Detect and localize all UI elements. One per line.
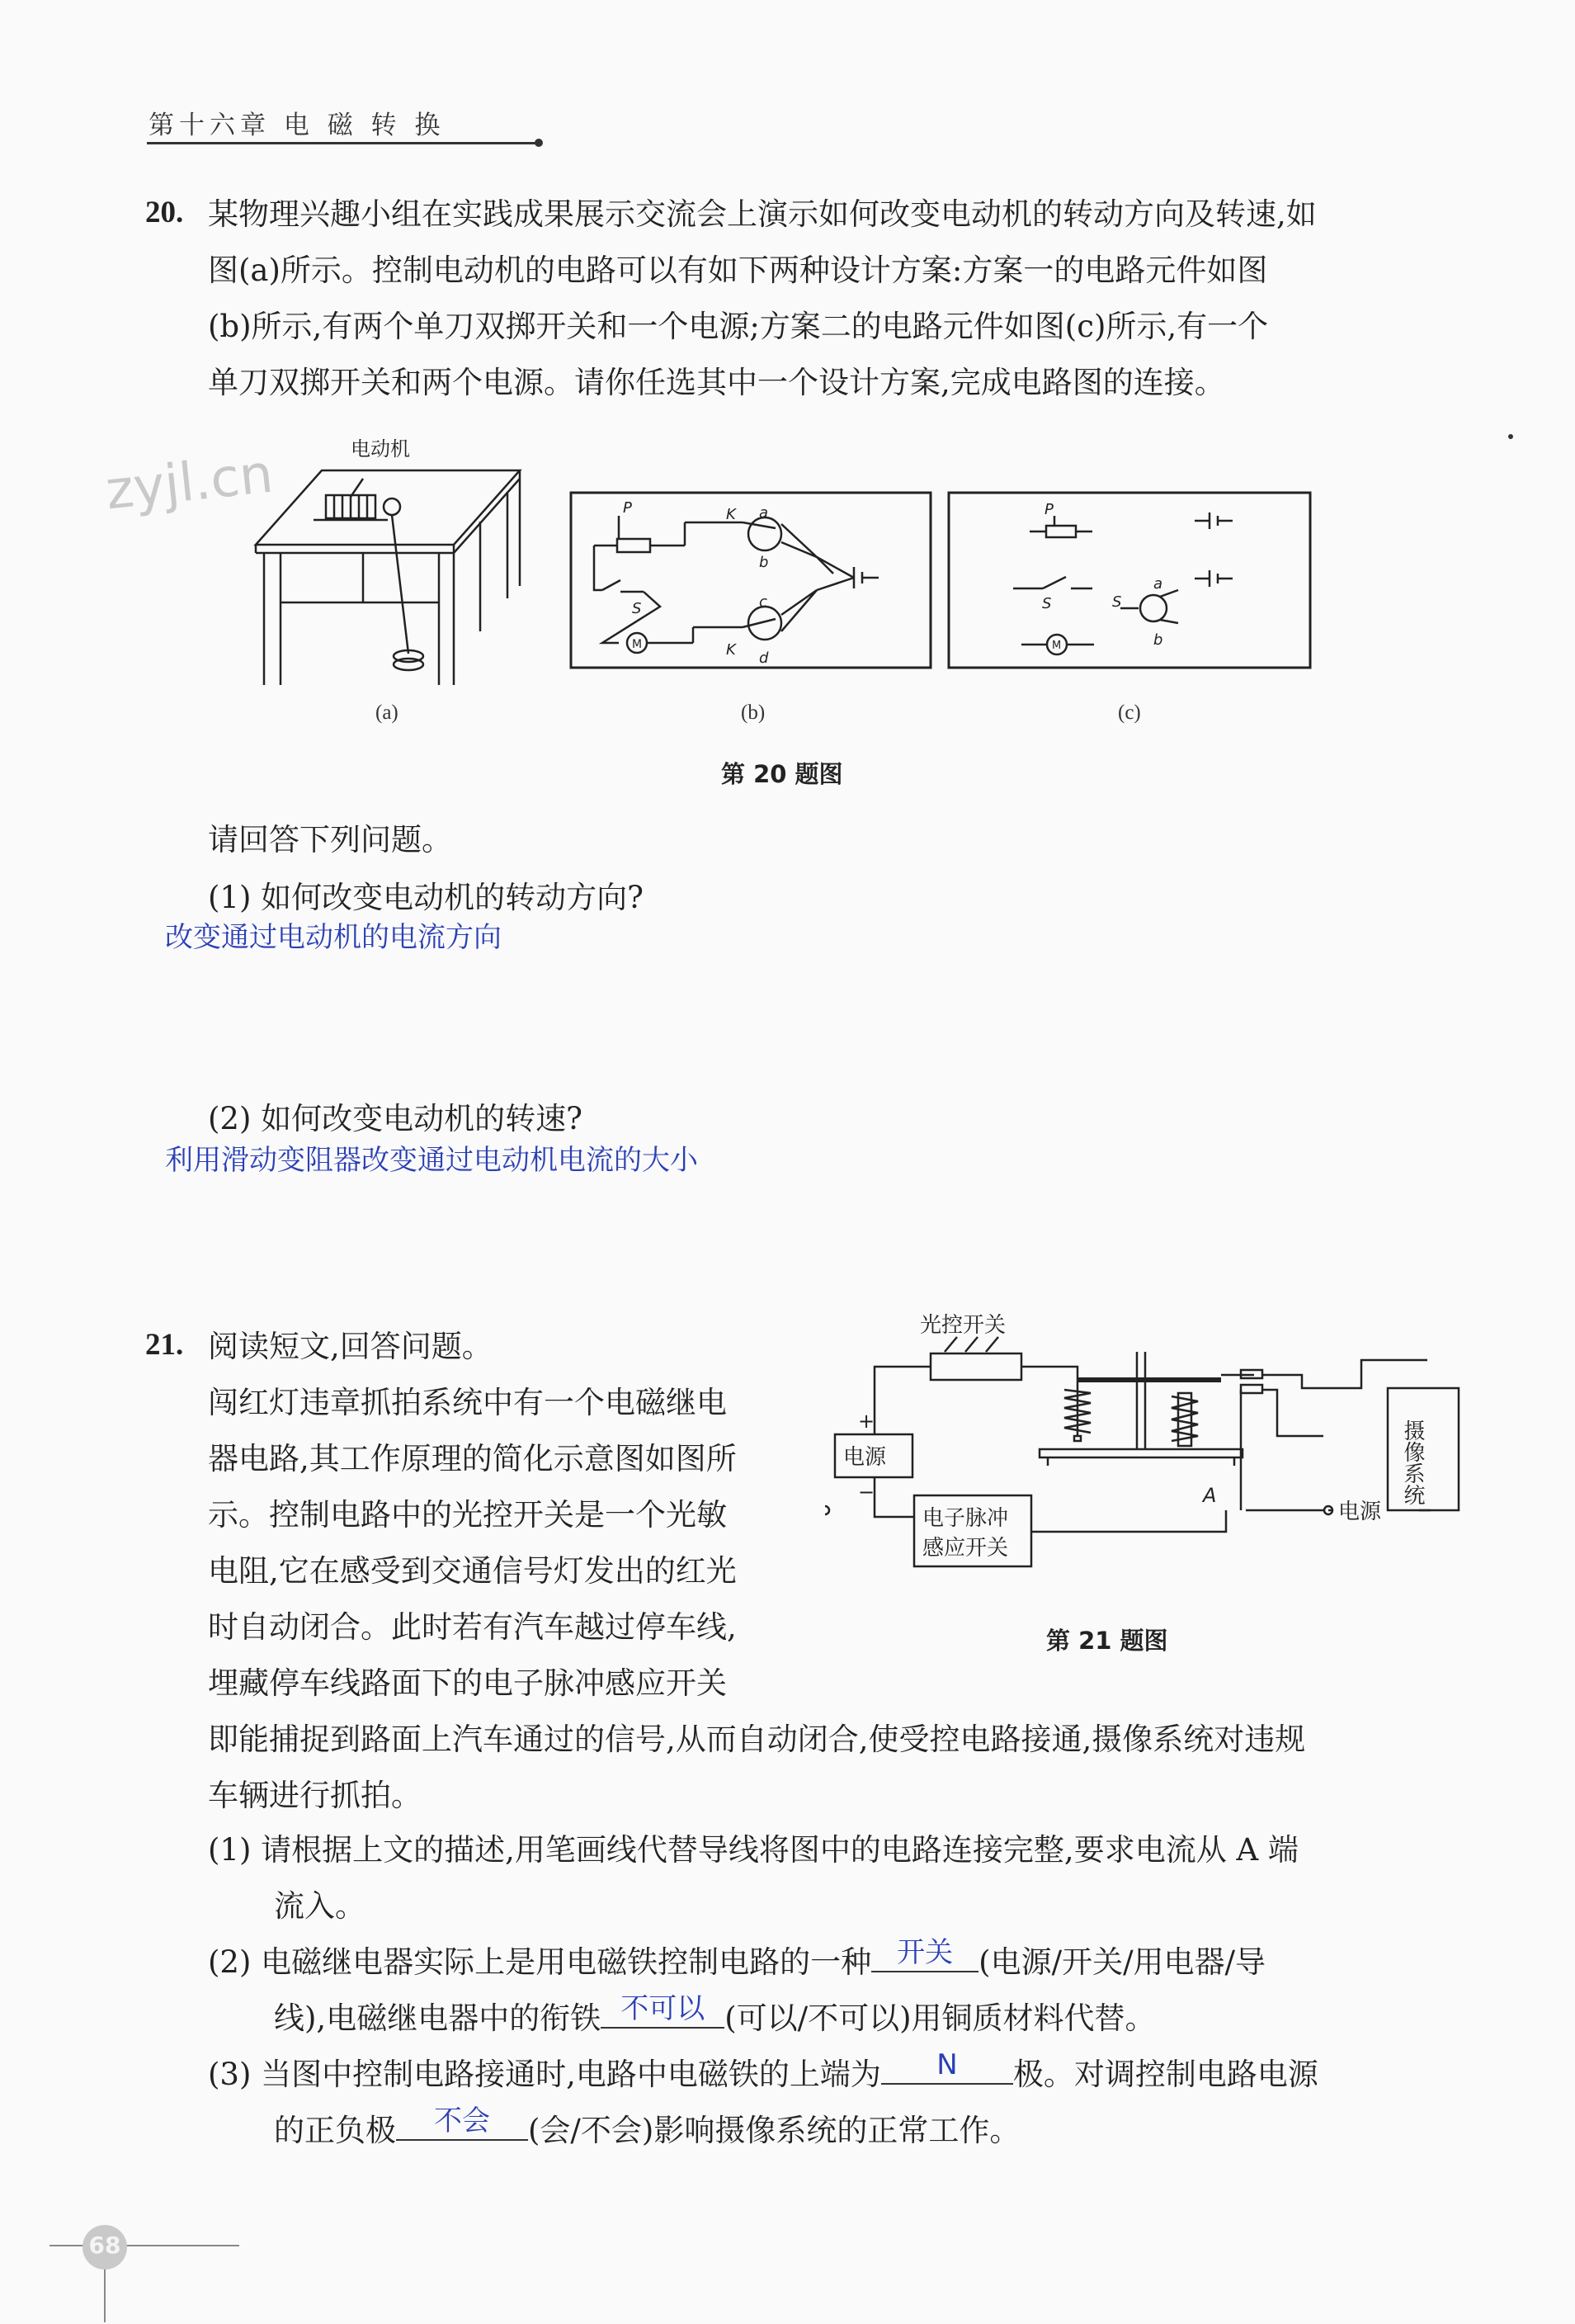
page-number: 68	[88, 2232, 121, 2259]
q21-wrapped-line-6: 埋藏停车线路面下的电子脉冲感应开关	[208, 1665, 727, 1701]
q21-q3-part2: 极。对调控制电路电源	[1012, 2057, 1318, 2092]
q20-answer-2: 利用滑动变阻器改变通过电动机电流的大小	[165, 1144, 698, 1177]
header-dot	[535, 139, 543, 147]
q21-full-text	[208, 1712, 1445, 1824]
figure-c-components	[947, 491, 1312, 673]
q21-q2-part2: (电源/开关/用电器/导	[978, 1944, 1266, 1980]
q21-q3-blank-2	[396, 2106, 528, 2141]
q21-wrapped-line-2: 器电路,其工作原理的简化示意图如图所	[208, 1441, 737, 1476]
camera-label: 摄像系统	[1400, 1419, 1425, 1505]
q21-question-2	[208, 1934, 1462, 2047]
q20-line-3: (b)所示,有两个单刀双掷开关和一个电源;方案二的电路元件如图(c)所示,有一个	[208, 309, 1269, 344]
q21-q3-part3: 的正负极	[274, 2113, 396, 2148]
svg-text:b: b	[1153, 631, 1163, 649]
q21-intro: 阅读短文,回答问题。	[208, 1329, 493, 1364]
figure-a-motor-on-table	[248, 429, 528, 701]
svg-text:P: P	[1044, 501, 1054, 518]
pulse-switch-label-1: 电子脉冲	[922, 1506, 1009, 1531]
sub-label-a: (a)	[375, 701, 398, 724]
q21-full-line-1: 即能捕捉到路面上汽车通过的信号,从而自动闭合,使受控电路接通,摄像系统对违规	[208, 1722, 1306, 1757]
svg-text:S: S	[632, 600, 642, 617]
q21-question-1	[208, 1822, 1445, 1934]
header-rule	[147, 142, 541, 144]
power-label: 电源	[843, 1445, 887, 1470]
plus-sign: +	[858, 1410, 875, 1433]
q21-q3-part4: (会/不会)影响摄像系统的正常工作。	[528, 2113, 1021, 2148]
motor-label: 电动机	[351, 437, 410, 461]
pulse-switch-label-2: 感应开关	[922, 1536, 1009, 1561]
q21-q3-answer-1: N	[936, 2048, 958, 2081]
q21-question-3	[208, 2047, 1462, 2159]
q21-relay-figure	[825, 1304, 1469, 1601]
q21-figure-caption: 第 21 题图	[1046, 1627, 1168, 1655]
q21-wrapped-line-4: 电阻,它在感受到交通信号灯发出的红光	[208, 1553, 737, 1589]
q21-q1-line-1: (1) 请根据上文的描述,用笔画线代替导线将图中的电路连接完整,要求电流从 A 端	[208, 1832, 1299, 1868]
watermark: zyjl.cn	[102, 443, 276, 522]
q20-line-2: 图(a)所示。控制电动机的电路可以有如下两种设计方案:方案一的电路元件如图	[208, 253, 1268, 288]
q21-wrapped-line-3: 示。控制电路中的光控开关是一个光敏	[208, 1497, 727, 1533]
svg-text:b: b	[759, 554, 769, 571]
svg-text:M: M	[632, 638, 643, 651]
relay-label-a: A	[1203, 1484, 1217, 1507]
q21-q2-answer-2: 不可以	[620, 1992, 705, 2025]
figure-b-circuit	[569, 491, 932, 673]
q20-question-1: (1) 如何改变电动机的转动方向?	[208, 880, 644, 915]
q21-q2-answer-1: 开关	[897, 1936, 954, 1969]
q21-q3-blank-1	[881, 2050, 1013, 2085]
q21-number: 21.	[145, 1328, 184, 1362]
q21-wrapped-line-1: 闯红灯违章抓拍系统中有一个电磁继电	[208, 1385, 727, 1420]
q21-q3-answer-2: 不会	[434, 2104, 490, 2137]
q21-wrapped-line-5: 时自动闭合。此时若有汽车越过停车线,	[208, 1609, 737, 1645]
q21-full-line-2: 车辆进行抓拍。	[208, 1778, 422, 1813]
margin-dot	[1508, 434, 1513, 439]
q21-q1-line-2: 流入。	[274, 1888, 365, 1924]
svg-text:K: K	[726, 506, 736, 523]
power2-label: 电源	[1338, 1500, 1382, 1524]
q20-stem	[208, 187, 1445, 411]
q21-q2-blank-1	[871, 1938, 978, 1972]
svg-text:M: M	[1052, 640, 1062, 652]
sub-label-b: (b)	[741, 701, 766, 724]
svg-text:c: c	[759, 593, 767, 611]
q20-figure-caption: 第 20 题图	[721, 760, 843, 788]
q21-q2-part4: (可以/不可以)用铜质材料代替。	[724, 2000, 1156, 2036]
svg-text:S: S	[1042, 595, 1052, 612]
svg-text:P: P	[623, 499, 632, 517]
q20-question-2: (2) 如何改变电动机的转速?	[208, 1101, 583, 1136]
q20-line-1: 某物理兴趣小组在实践成果展示交流会上演示如何改变电动机的转动方向及转速,如	[208, 196, 1317, 232]
light-switch-label: 光控开关	[920, 1313, 1007, 1338]
footer-rule	[50, 2245, 239, 2246]
q20-number: 20.	[145, 196, 184, 229]
svg-text:d: d	[759, 649, 769, 667]
q20-line-4: 单刀双掷开关和两个电源。请你任选其中一个设计方案,完成电路图的连接。	[208, 365, 1225, 400]
q21-wrapped-text	[208, 1375, 802, 1712]
q21-q2-part3: 线),电磁继电器中的衔铁	[274, 2000, 601, 2036]
sub-label-c: (c)	[1118, 701, 1141, 724]
chapter-header: 第十六章 电 磁 转 换	[149, 111, 446, 140]
q20-answer-1: 改变通过电动机的电流方向	[165, 921, 502, 954]
q21-q2-blank-2	[601, 1994, 724, 2029]
q21-q3-part1: (3) 当图中控制电路接通时,电路中电磁铁的上端为	[208, 2057, 881, 2092]
svg-text:S: S	[1112, 593, 1122, 611]
q20-prompt: 请回答下列问题。	[208, 822, 452, 857]
svg-text:a: a	[1153, 575, 1163, 593]
svg-text:a: a	[759, 504, 769, 522]
minus-sign: −	[858, 1481, 875, 1504]
svg-text:K: K	[726, 641, 736, 659]
q21-q2-part1: (2) 电磁继电器实际上是用电磁铁控制电路的一种	[208, 1944, 872, 1980]
